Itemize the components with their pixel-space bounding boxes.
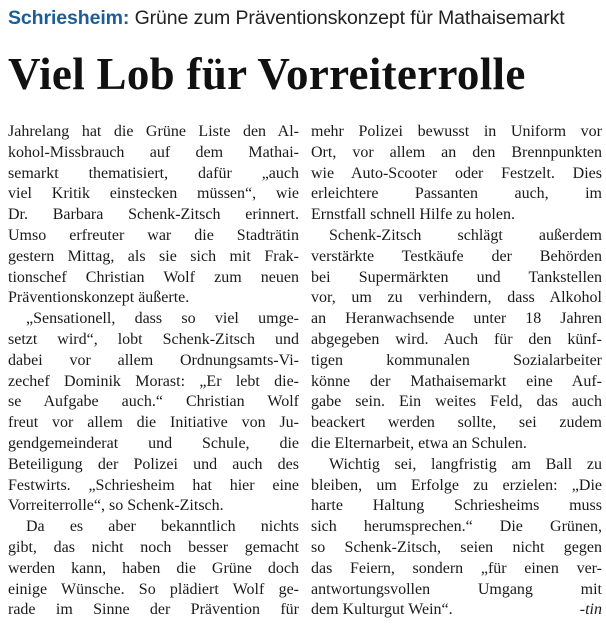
text-line-content: viel Kritik einstecken müssen“, wie — [8, 185, 299, 203]
text-line-content: das Feiern, sondern „für einen ver- — [311, 559, 602, 577]
text-line — [311, 288, 602, 309]
text-line-content: semarkt thematisiert, dafür „auch — [8, 164, 299, 182]
text-line-content: se Aufgabe auch.“ Christian Wolf — [8, 393, 299, 411]
text-line — [8, 517, 299, 538]
text-line-content: mehr Polizei bewusst in Uniform vor — [311, 123, 602, 140]
text-line — [311, 496, 602, 517]
text-line — [311, 517, 602, 538]
text-line-content: Ort, vor allem an den Brennpunkten — [311, 143, 602, 161]
text-line-content: abgegeben wird. Auch für den künf- — [311, 330, 602, 348]
text-line-content: Beteiligung der Polizei und auch des — [8, 455, 299, 473]
text-line-content: verstärkte Testkäufe der Behörden — [311, 247, 602, 265]
text-line — [8, 164, 299, 185]
text-line-content: „Sensationell, dass so viel umge- — [26, 310, 299, 328]
text-line — [8, 351, 299, 372]
text-line — [311, 455, 602, 476]
text-line — [311, 372, 602, 393]
text-line-content: Jahrelang hat die Grüne Liste den Al- — [8, 123, 299, 140]
text-line — [311, 351, 602, 372]
text-line-content: beackert werden sollte, sei zudem — [311, 414, 602, 432]
text-line-content: einige Wünsche. So plädiert Wolf ge- — [8, 580, 299, 598]
text-line — [311, 392, 602, 413]
text-line — [311, 434, 602, 455]
text-line-content: gestern Mittag, als sie sich mit Frak- — [8, 247, 299, 265]
text-line-content: an Heranwachsende unter 18 Jahren — [311, 310, 602, 328]
text-line — [311, 309, 602, 330]
text-line-content: könne der Mathaisemarkt eine Auf- — [311, 372, 602, 390]
text-line-content: erleichtere Passanten auch, im — [311, 185, 602, 203]
text-line — [8, 268, 299, 289]
text-line — [8, 372, 299, 393]
author-signature: -tin — [579, 601, 602, 619]
text-line-content: die Elternarbeit, etwa an Schulen. — [311, 434, 527, 452]
text-line-content: gabe sein. Ein weites Feld, das auch — [311, 393, 602, 411]
text-line-content: kohol-Missbrauch auf dem Mathai- — [8, 143, 299, 161]
text-line-content: setzt wird“, lobt Schenk-Zitsch und — [8, 330, 299, 348]
text-line — [311, 330, 602, 351]
text-line-content: Da es aber bekanntlich nichts — [26, 518, 299, 536]
text-line-content: freut vor allem die Initiative von Ju- — [8, 414, 299, 432]
text-line-content: Vorreiterrolle“, so Schenk-Zitsch. — [8, 497, 224, 515]
text-line — [8, 434, 299, 455]
text-line-content: wie Auto-Scooter oder Festzelt. Dies — [311, 164, 602, 182]
text-line-content: so Schenk-Zitsch, seien nicht gegen — [311, 538, 602, 556]
article-column-right — [311, 122, 602, 621]
text-line-content: antwortungsvollen Umgang mit — [311, 580, 602, 598]
text-line-content: Festwirts. „Schriesheim hat hier eine — [8, 476, 299, 494]
text-line-content: gibt, das nicht noch besser gemacht — [8, 538, 299, 556]
text-line-content: Dr. Barbara Schenk-Zitsch erinnert. — [8, 206, 299, 224]
text-line-content: sich herumsprechen.“ Die Grünen, — [311, 518, 602, 536]
text-line — [8, 143, 299, 164]
article-headline: Viel Lob für Vorreiterrolle — [8, 49, 526, 99]
text-line — [8, 226, 299, 247]
text-line — [311, 538, 602, 559]
text-line — [311, 580, 602, 601]
text-line — [8, 392, 299, 413]
text-line — [311, 268, 602, 289]
text-line — [311, 247, 602, 268]
text-line-content: Umso erfreuter war die Stadträtin — [8, 226, 299, 244]
text-line-content: vor, um zu verhindern, dass Alkohol — [311, 289, 602, 307]
text-line — [8, 455, 299, 476]
text-line-content: bleiben, um Erfolge zu erzielen: „Die — [311, 476, 602, 494]
text-line — [8, 496, 299, 517]
text-line-content: tionschef Christian Wolf zum neuen — [8, 268, 299, 286]
text-line — [8, 247, 299, 268]
text-line-content: rade im Sinne der Prävention für — [8, 601, 299, 619]
kicker-place: Schriesheim: — [8, 7, 130, 29]
text-line — [311, 226, 602, 247]
text-line — [8, 580, 299, 601]
text-line — [8, 476, 299, 497]
text-line-content: dabei vor allem Ordnungsamts-Vi- — [8, 351, 299, 369]
text-line-content: zechef Dominik Morast: „Er lebt die- — [8, 372, 299, 390]
text-line-content: harte Haltung Schriesheims muss — [311, 497, 602, 515]
text-line — [311, 143, 602, 164]
text-line — [311, 164, 602, 185]
article-kicker — [8, 6, 600, 30]
text-line — [311, 600, 602, 621]
text-line — [8, 288, 299, 309]
text-line — [311, 122, 602, 143]
article-column-left — [8, 122, 299, 621]
text-line — [8, 122, 299, 143]
text-line — [8, 600, 299, 621]
text-line-content: tigen kommunalen Sozialarbeiter — [311, 351, 602, 369]
text-line-content: Wichtig sei, langfristig am Ball zu — [329, 455, 602, 473]
text-line — [8, 184, 299, 205]
text-line-content: Schenk-Zitsch schlägt außerdem — [329, 226, 602, 244]
text-line-content: Ernstfall schnell Hilfe zu holen. — [311, 206, 515, 224]
text-line-content: Präventionskonzept äußerte. — [8, 289, 190, 307]
text-line-content: dem Kulturgut Wein“. — [311, 601, 453, 619]
text-line — [8, 559, 299, 580]
text-line-content: gendgemeinderat und Schule, die — [8, 434, 299, 452]
text-line — [8, 413, 299, 434]
text-line-content: bei Supermärkten und Tankstellen — [311, 268, 602, 286]
text-line-content: werden kann, haben die Grüne doch — [8, 559, 299, 577]
text-line — [8, 205, 299, 226]
text-line — [8, 538, 299, 559]
text-line — [311, 205, 602, 226]
text-line — [8, 330, 299, 351]
text-line — [311, 559, 602, 580]
text-line — [311, 413, 602, 434]
text-line — [311, 476, 602, 497]
text-line — [311, 184, 602, 205]
kicker-subtitle: Grüne zum Präventionskonzept für Mathaisemarkt — [134, 7, 565, 29]
text-line — [8, 309, 299, 330]
